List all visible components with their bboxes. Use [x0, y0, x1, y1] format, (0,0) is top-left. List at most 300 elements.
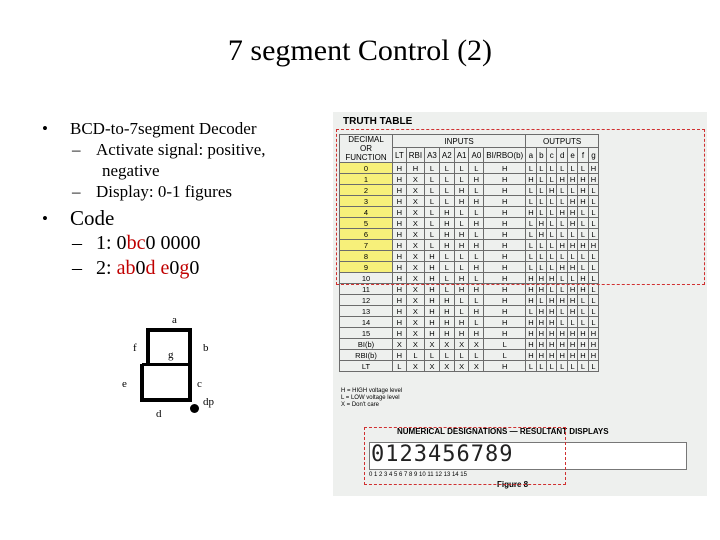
table-cell: L: [425, 185, 440, 196]
table-cell: H: [567, 295, 577, 306]
code2-suffix: 0: [189, 257, 200, 279]
table-row: [340, 328, 599, 339]
code-line-1: [38, 231, 338, 256]
table-cell: L: [578, 317, 588, 328]
table-cell: L: [557, 218, 567, 229]
legend-line: X = Don't care: [341, 402, 379, 408]
table-cell: L: [557, 229, 567, 240]
table-cell: H: [588, 339, 598, 350]
table-cell: H: [567, 350, 577, 361]
table-cell: L: [425, 229, 440, 240]
table-cell: L: [557, 163, 567, 174]
segment-e: [140, 364, 144, 402]
decimal-cell: 8: [340, 251, 393, 262]
table-cell: H: [557, 262, 567, 273]
table-cell: L: [454, 174, 469, 185]
table-cell: H: [393, 306, 407, 317]
table-cell: L: [557, 251, 567, 262]
table-cell: H: [439, 207, 454, 218]
table-cell: H: [567, 306, 577, 317]
table-cell: L: [557, 361, 567, 372]
bullet-decoder: [38, 118, 338, 139]
table-cell: H: [393, 174, 407, 185]
table-cell: H: [425, 273, 440, 284]
table-cell: L: [578, 229, 588, 240]
table-cell: L: [469, 317, 484, 328]
table-cell: X: [406, 284, 424, 295]
table-cell: L: [578, 163, 588, 174]
code-line-2: [38, 256, 338, 281]
table-cell: H: [393, 262, 407, 273]
decimal-cell: 2: [340, 185, 393, 196]
bullet-code: [38, 206, 338, 231]
table-cell: H: [547, 350, 557, 361]
decimal-cell: 5: [340, 218, 393, 229]
column-header: f: [578, 148, 588, 163]
code2-red3: g: [179, 257, 190, 279]
table-cell: L: [425, 196, 440, 207]
numerical-designations-title: NUMERICAL DESIGNATIONS — RESULTANT DISPLAYS: [397, 427, 609, 436]
table-cell: H: [469, 306, 484, 317]
sub-bullet-activate-cont-text: negative: [102, 161, 160, 180]
table-cell: H: [425, 317, 440, 328]
table-cell: H: [547, 328, 557, 339]
table-cell: H: [547, 306, 557, 317]
table-cell: X: [406, 317, 424, 328]
table-cell: L: [567, 317, 577, 328]
table-cell: H: [536, 284, 546, 295]
column-header: c: [547, 148, 557, 163]
table-cell: L: [578, 361, 588, 372]
table-cell: L: [588, 207, 598, 218]
table-cell: L: [526, 163, 536, 174]
table-cell: H: [393, 185, 407, 196]
table-cell: L: [557, 196, 567, 207]
table-cell: L: [425, 207, 440, 218]
table-cell: L: [557, 306, 567, 317]
decimal-cell: 4: [340, 207, 393, 218]
code1-red: bc: [126, 232, 146, 254]
table-cell: L: [588, 251, 598, 262]
table-cell: H: [557, 295, 567, 306]
table-cell: H: [557, 350, 567, 361]
bullet-list: [38, 118, 338, 281]
table-cell: L: [439, 251, 454, 262]
table-cell: L: [536, 185, 546, 196]
table-cell: L: [536, 361, 546, 372]
sub-bullet-activate-cont: [38, 160, 338, 181]
table-cell: L: [526, 185, 536, 196]
decimal-cell: 3: [340, 196, 393, 207]
table-cell: L: [567, 229, 577, 240]
table-cell: L: [536, 196, 546, 207]
table-cell: L: [469, 163, 484, 174]
table-cell: H: [578, 196, 588, 207]
dash-icon: –: [72, 232, 82, 254]
segment-label-f: f: [133, 342, 137, 354]
column-header: d: [557, 148, 567, 163]
table-cell: L: [588, 196, 598, 207]
segment-label-g: g: [168, 349, 174, 361]
table-cell: L: [536, 207, 546, 218]
table-cell: H: [393, 218, 407, 229]
truth-table-title: TRUTH TABLE: [343, 116, 413, 127]
segment-c: [188, 364, 192, 402]
table-cell: H: [454, 196, 469, 207]
table-cell: H: [469, 174, 484, 185]
table-cell: H: [578, 273, 588, 284]
table-cell: L: [547, 251, 557, 262]
table-cell: H: [547, 317, 557, 328]
table-cell: X: [393, 339, 407, 350]
table-cell: L: [536, 262, 546, 273]
table-cell: X: [439, 339, 454, 350]
table-cell: L: [578, 306, 588, 317]
table-cell: L: [469, 185, 484, 196]
code1-suffix: 0 0000: [145, 232, 201, 254]
dash-icon: –: [72, 182, 81, 201]
table-cell: H: [425, 306, 440, 317]
table-cell: H: [425, 284, 440, 295]
decimal-cell: 0: [340, 163, 393, 174]
column-header: BI/RBO(b): [484, 148, 526, 163]
table-cell: L: [526, 251, 536, 262]
table-cell: L: [425, 174, 440, 185]
table-cell: H: [425, 295, 440, 306]
decimal-cell: 15: [340, 328, 393, 339]
table-cell: H: [578, 328, 588, 339]
table-cell: H: [547, 295, 557, 306]
table-cell: X: [406, 207, 424, 218]
table-cell: H: [393, 295, 407, 306]
table-row: [340, 339, 599, 350]
column-header: a: [526, 148, 536, 163]
table-cell: H: [439, 295, 454, 306]
table-cell: H: [484, 218, 526, 229]
table-cell: H: [469, 196, 484, 207]
table-cell: L: [454, 218, 469, 229]
table-cell: H: [454, 185, 469, 196]
table-cell: H: [484, 306, 526, 317]
table-cell: L: [557, 273, 567, 284]
table-cell: L: [588, 185, 598, 196]
table-cell: L: [469, 273, 484, 284]
table-cell: L: [547, 163, 557, 174]
table-cell: H: [484, 207, 526, 218]
table-cell: L: [454, 262, 469, 273]
table-cell: H: [526, 174, 536, 185]
table-cell: H: [484, 361, 526, 372]
legend-line: L = LOW voltage level: [341, 395, 400, 401]
column-header: A3: [425, 148, 440, 163]
table-cell: H: [536, 229, 546, 240]
table-cell: H: [393, 251, 407, 262]
table-cell: L: [557, 317, 567, 328]
table-cell: H: [557, 339, 567, 350]
table-cell: H: [484, 196, 526, 207]
table-cell: L: [425, 218, 440, 229]
table-cell: H: [484, 273, 526, 284]
table-cell: H: [393, 163, 407, 174]
table-cell: L: [567, 185, 577, 196]
table-cell: L: [547, 240, 557, 251]
decimal-cell: 10: [340, 273, 393, 284]
table-cell: L: [526, 229, 536, 240]
table-cell: H: [567, 339, 577, 350]
table-cell: H: [393, 229, 407, 240]
sub-bullet-activate-text: Activate signal: positive,: [96, 140, 266, 159]
segment-label-e: e: [122, 378, 127, 390]
table-cell: L: [454, 350, 469, 361]
column-header: LT: [393, 148, 407, 163]
table-cell: H: [526, 350, 536, 361]
table-cell: H: [439, 306, 454, 317]
table-cell: X: [469, 339, 484, 350]
table-cell: L: [425, 163, 440, 174]
bullet-decoder-text: BCD-to-7segment Decoder: [70, 119, 257, 138]
table-cell: L: [439, 174, 454, 185]
table-cell: H: [557, 174, 567, 185]
table-cell: L: [393, 361, 407, 372]
table-cell: X: [406, 196, 424, 207]
table-cell: H: [547, 185, 557, 196]
table-cell: L: [547, 196, 557, 207]
table-cell: H: [469, 262, 484, 273]
table-cell: H: [469, 328, 484, 339]
table-cell: L: [484, 339, 526, 350]
dash-icon: –: [72, 140, 81, 159]
table-cell: L: [425, 350, 440, 361]
column-header: A2: [439, 148, 454, 163]
table-cell: X: [406, 174, 424, 185]
table-cell: H: [454, 284, 469, 295]
table-cell: H: [454, 317, 469, 328]
table-cell: H: [536, 350, 546, 361]
code2-red1: ab: [116, 257, 136, 279]
sub-bullet-display-text: Display: 0-1 figures: [96, 182, 232, 201]
table-cell: X: [406, 229, 424, 240]
table-cell: L: [536, 295, 546, 306]
table-cell: H: [526, 339, 536, 350]
table-cell: H: [567, 207, 577, 218]
table-cell: L: [567, 251, 577, 262]
table-cell: H: [484, 328, 526, 339]
table-cell: H: [469, 240, 484, 251]
segment-a: [146, 328, 192, 332]
table-cell: X: [425, 339, 440, 350]
table-cell: L: [588, 273, 598, 284]
table-cell: L: [439, 185, 454, 196]
table-cell: H: [439, 240, 454, 251]
table-cell: L: [547, 218, 557, 229]
table-cell: H: [578, 174, 588, 185]
segment-label-d: d: [156, 408, 162, 420]
table-cell: L: [526, 306, 536, 317]
segment-label-a: a: [172, 314, 177, 326]
table-row: [340, 317, 599, 328]
table-cell: L: [526, 196, 536, 207]
table-cell: L: [588, 306, 598, 317]
table-cell: H: [578, 185, 588, 196]
table-cell: L: [454, 306, 469, 317]
table-row: [340, 350, 599, 361]
table-cell: X: [406, 185, 424, 196]
column-header: RBI: [406, 148, 424, 163]
table-cell: L: [406, 350, 424, 361]
table-cell: H: [425, 262, 440, 273]
table-cell: H: [557, 207, 567, 218]
table-cell: L: [588, 317, 598, 328]
table-cell: H: [393, 350, 407, 361]
table-cell: H: [439, 218, 454, 229]
segment-f: [146, 330, 150, 364]
table-cell: H: [567, 196, 577, 207]
table-cell: L: [469, 251, 484, 262]
bullet-dot-icon: •: [42, 119, 48, 138]
table-cell: L: [567, 361, 577, 372]
table-cell: H: [393, 196, 407, 207]
table-cell: H: [454, 328, 469, 339]
table-cell: H: [484, 163, 526, 174]
table-cell: L: [469, 229, 484, 240]
table-cell: L: [425, 240, 440, 251]
slide-title: 7 segment Control (2): [227, 34, 493, 67]
table-cell: L: [567, 273, 577, 284]
table-cell: L: [578, 251, 588, 262]
table-cell: H: [526, 328, 536, 339]
column-header: A0: [469, 148, 484, 163]
table-cell: H: [526, 295, 536, 306]
table-cell: L: [578, 295, 588, 306]
table-cell: H: [439, 317, 454, 328]
table-cell: X: [454, 339, 469, 350]
header-outputs: OUTPUTS: [526, 135, 599, 148]
table-cell: X: [454, 361, 469, 372]
table-cell: H: [588, 163, 598, 174]
table-cell: H: [536, 339, 546, 350]
table-cell: H: [578, 350, 588, 361]
table-cell: H: [469, 218, 484, 229]
table-cell: L: [454, 163, 469, 174]
table-cell: H: [578, 284, 588, 295]
table-cell: X: [406, 240, 424, 251]
table-cell: L: [547, 284, 557, 295]
decimal-cell: 1: [340, 174, 393, 185]
dash-icon: –: [72, 257, 82, 279]
table-cell: H: [557, 240, 567, 251]
table-cell: H: [536, 328, 546, 339]
table-cell: H: [439, 229, 454, 240]
table-cell: H: [588, 350, 598, 361]
table-cell: L: [439, 196, 454, 207]
table-cell: L: [588, 284, 598, 295]
table-cell: L: [536, 240, 546, 251]
table-cell: L: [469, 207, 484, 218]
resultant-display-numbers: 0 1 2 3 4 5 6 7 8 9 10 11 12 13 14 15: [369, 472, 467, 478]
table-cell: H: [536, 317, 546, 328]
table-cell: H: [484, 262, 526, 273]
segment-dp: [190, 404, 199, 413]
table-cell: H: [393, 284, 407, 295]
table-row: [340, 284, 599, 295]
table-cell: L: [526, 240, 536, 251]
table-cell: H: [393, 207, 407, 218]
table-cell: H: [567, 328, 577, 339]
table-cell: H: [567, 262, 577, 273]
decimal-cell: 14: [340, 317, 393, 328]
table-cell: X: [406, 273, 424, 284]
column-header: g: [588, 148, 598, 163]
table-cell: X: [406, 251, 424, 262]
highlight-box-rows: [336, 129, 705, 285]
column-header: A1: [454, 148, 469, 163]
table-cell: L: [484, 350, 526, 361]
table-cell: L: [454, 295, 469, 306]
table-cell: L: [547, 207, 557, 218]
table-cell: H: [454, 229, 469, 240]
table-cell: L: [536, 174, 546, 185]
column-header: b: [536, 148, 546, 163]
table-cell: H: [588, 174, 598, 185]
table-cell: H: [469, 284, 484, 295]
table-cell: H: [484, 229, 526, 240]
table-row: [340, 361, 599, 372]
table-cell: L: [526, 262, 536, 273]
table-cell: L: [547, 174, 557, 185]
table-cell: L: [567, 163, 577, 174]
table-cell: H: [526, 317, 536, 328]
header-inputs: INPUTS: [393, 135, 526, 148]
table-cell: H: [547, 273, 557, 284]
table-cell: L: [588, 262, 598, 273]
table-cell: H: [578, 339, 588, 350]
table-cell: H: [425, 251, 440, 262]
legend-line: H = HIGH voltage level: [341, 388, 403, 394]
table-cell: H: [588, 328, 598, 339]
code2-mid1: 0: [135, 257, 146, 279]
table-cell: H: [454, 273, 469, 284]
table-cell: H: [484, 284, 526, 295]
bullet-dot-icon: •: [42, 209, 48, 228]
table-cell: H: [536, 306, 546, 317]
table-cell: L: [547, 262, 557, 273]
segment-b: [188, 330, 192, 364]
table-cell: X: [406, 218, 424, 229]
table-cell: H: [454, 240, 469, 251]
decimal-cell: 9: [340, 262, 393, 273]
table-cell: H: [567, 240, 577, 251]
decimal-cell: 7: [340, 240, 393, 251]
bullet-code-text: Code: [70, 206, 115, 230]
table-cell: H: [484, 317, 526, 328]
table-cell: L: [454, 251, 469, 262]
table-cell: L: [588, 295, 598, 306]
table-cell: L: [588, 218, 598, 229]
table-cell: H: [406, 163, 424, 174]
figure-label: Figure 8: [497, 480, 529, 489]
decimal-cell: 11: [340, 284, 393, 295]
segment-label-c: c: [197, 378, 202, 390]
table-cell: L: [536, 163, 546, 174]
table-cell: L: [588, 361, 598, 372]
table-cell: X: [406, 306, 424, 317]
header-decimal: DECIMAL OR FUNCTION: [340, 135, 393, 163]
segment-d: [140, 398, 190, 402]
table-cell: H: [567, 218, 577, 229]
table-row: [340, 306, 599, 317]
table-cell: X: [439, 361, 454, 372]
table-cell: L: [547, 361, 557, 372]
